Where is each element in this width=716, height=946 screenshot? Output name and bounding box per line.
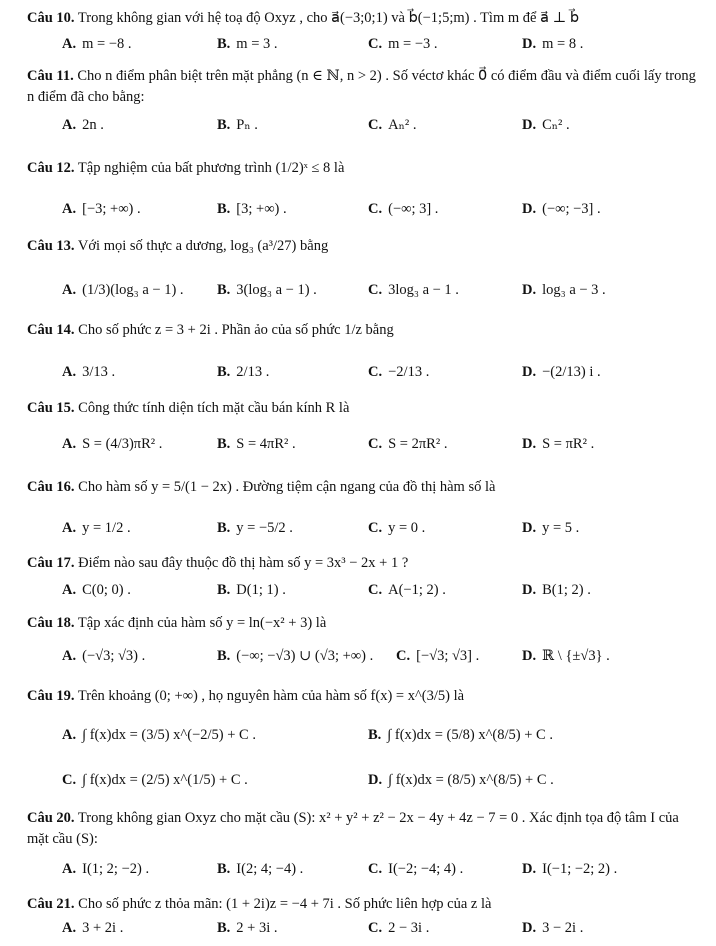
option-a[interactable]: A. 3 + 2i .: [62, 920, 124, 936]
option-c[interactable]: C. I(−2; −4; 4) .: [368, 861, 464, 877]
options-19a: [0, 727, 716, 749]
question-number: Câu 19.: [27, 688, 75, 704]
question-stem: Công thức tính diện tích mặt cầu bán kính R là: [78, 400, 350, 416]
question-20: [27, 808, 702, 850]
option-a[interactable]: A. I(1; 2; −2) .: [62, 861, 150, 877]
option-b[interactable]: B. ∫ f(x)dx = (5/8) x^(8/5) + C .: [368, 727, 553, 743]
option-b[interactable]: B. 3(log₃ a − 1) .: [217, 282, 317, 298]
option-b[interactable]: B. 2 + 3i .: [217, 920, 278, 936]
option-b[interactable]: B. S = 4πR² .: [217, 436, 296, 452]
option-d[interactable]: D. y = 5 .: [522, 520, 580, 536]
question-stem: Cho hàm số y = 5/(1 − 2x) . Đường tiệm cận ngang của đồ thị hàm số là: [78, 479, 496, 495]
option-a[interactable]: A. C(0; 0) .: [62, 582, 131, 598]
question-number: Câu 12.: [27, 160, 75, 176]
option-d[interactable]: D. log₃ a − 3 .: [522, 282, 606, 298]
question-15: [27, 398, 702, 419]
question-13: [27, 236, 702, 257]
question-number: Câu 10.: [27, 10, 75, 26]
question-21: [27, 894, 702, 915]
question-stem: Cho số phức z = 3 + 2i . Phần ảo của số phức 1/z bằng: [78, 322, 394, 338]
question-stem: Trên khoảng (0; +∞) , họ nguyên hàm của hàm số f(x) = x^(3/5) là: [77, 688, 465, 704]
options-11: [0, 117, 716, 139]
option-c[interactable]: C. S = 2πR² .: [368, 436, 448, 452]
options-13: [0, 282, 716, 304]
option-a[interactable]: A. ∫ f(x)dx = (3/5) x^(−2/5) + C .: [62, 727, 256, 743]
question-stem: Tập nghiệm của bất phương trình (1/2)ˣ ≤ 8 là: [77, 160, 345, 176]
options-14: [0, 364, 716, 386]
question-18: [27, 613, 702, 634]
question-number: Câu 20.: [27, 810, 75, 826]
option-d[interactable]: D. −(2/13) i .: [522, 364, 601, 380]
question-number: Câu 13.: [27, 238, 75, 254]
option-c[interactable]: C. ∫ f(x)dx = (2/5) x^(1/5) + C .: [62, 772, 248, 788]
option-d[interactable]: D. S = πR² .: [522, 436, 595, 452]
question-stem: Cho số phức z thỏa mãn: (1 + 2i)z = −4 + 7i . Số phức liên hợp của z là: [78, 896, 492, 912]
question-number: Câu 21.: [27, 896, 75, 912]
option-a[interactable]: A. 3/13 .: [62, 364, 116, 380]
option-a[interactable]: A. 2n .: [62, 117, 104, 133]
option-d[interactable]: D. 3 − 2i .: [522, 920, 584, 936]
question-11: [27, 66, 702, 108]
question-number: Câu 17.: [27, 555, 75, 571]
option-b[interactable]: B. (−∞; −√3) ∪ (√3; +∞) .: [217, 648, 374, 664]
option-b[interactable]: B. y = −5/2 .: [217, 520, 293, 536]
option-a[interactable]: A. (−√3; √3) .: [62, 648, 146, 664]
question-number: Câu 16.: [27, 479, 75, 495]
option-d[interactable]: D. ∫ f(x)dx = (8/5) x^(8/5) + C .: [368, 772, 554, 788]
question-number: Câu 14.: [27, 322, 75, 338]
option-d[interactable]: D. m = 8 .: [522, 36, 584, 52]
question-19: [27, 686, 702, 707]
option-a[interactable]: A. m = −8 .: [62, 36, 132, 52]
option-c[interactable]: C. 2 − 3i .: [368, 920, 430, 936]
question-stem: Điểm nào sau đây thuộc đồ thị hàm số y = 3x³ − 2x + 1 ?: [78, 555, 409, 571]
options-10: [0, 36, 716, 58]
option-a[interactable]: A. [−3; +∞) .: [62, 201, 141, 217]
question-number: Câu 15.: [27, 400, 75, 416]
option-c[interactable]: C. −2/13 .: [368, 364, 430, 380]
option-c[interactable]: C. Aₙ² .: [368, 117, 417, 133]
option-d[interactable]: D. B(1; 2) .: [522, 582, 591, 598]
option-b[interactable]: B. 2/13 .: [217, 364, 270, 380]
option-c[interactable]: C. y = 0 .: [368, 520, 426, 536]
option-c[interactable]: C. m = −3 .: [368, 36, 438, 52]
option-c[interactable]: C. 3log₃ a − 1 .: [368, 282, 459, 298]
option-d[interactable]: D. Cₙ² .: [522, 117, 570, 133]
option-a[interactable]: A. y = 1/2 .: [62, 520, 131, 536]
options-20: [0, 861, 716, 883]
options-21: [0, 920, 716, 942]
option-b[interactable]: B. Pₙ .: [217, 117, 258, 133]
question-stem: Trong không gian Oxyz cho mặt cầu (S): x² + y² + z² − 2x − 4y + 4z − 7 = 0 . Xác định tọa độ tâm I của mặt cầu (S):: [27, 810, 679, 847]
question-17: [27, 553, 702, 574]
options-16: [0, 520, 716, 542]
option-c[interactable]: C. [−√3; √3] .: [396, 648, 480, 664]
option-c[interactable]: C. (−∞; 3] .: [368, 201, 439, 217]
options-17: [0, 582, 716, 604]
question-stem: Tập xác định của hàm số y = ln(−x² + 3) là: [77, 615, 327, 631]
option-b[interactable]: B. D(1; 1) .: [217, 582, 286, 598]
question-stem: Với mọi số thực a dương, log₃ (a³/27) bằng: [77, 238, 329, 254]
question-10: [27, 8, 702, 29]
question-number: Câu 11.: [27, 68, 74, 84]
options-19b: [0, 772, 716, 794]
question-12: [27, 158, 702, 179]
options-18: [0, 648, 716, 670]
option-b[interactable]: B. [3; +∞) .: [217, 201, 287, 217]
option-a[interactable]: A. S = (4/3)πR² .: [62, 436, 163, 452]
option-b[interactable]: B. I(2; 4; −4) .: [217, 861, 304, 877]
option-a[interactable]: A. (1/3)(log₃ a − 1) .: [62, 282, 184, 298]
option-d[interactable]: D. ℝ \ {±√3} .: [522, 648, 610, 664]
question-16: [27, 477, 702, 498]
question-stem: Cho n điểm phân biệt trên mặt phẳng (n ∈ ℕ, n > 2) . Số véctơ khác 0⃗ có điểm đầu và điểm cuối lấy trong n điểm đã cho bằng:: [27, 68, 696, 105]
options-12: [0, 201, 716, 223]
option-c[interactable]: C. A(−1; 2) .: [368, 582, 446, 598]
question-14: [27, 320, 702, 341]
options-15: [0, 436, 716, 458]
option-b[interactable]: B. m = 3 .: [217, 36, 278, 52]
option-d[interactable]: D. I(−1; −2; 2) .: [522, 861, 618, 877]
option-d[interactable]: D. (−∞; −3] .: [522, 201, 601, 217]
question-stem: Trong không gian với hệ toạ độ Oxyz , cho a⃗(−3;0;1) và b⃗(−1;5;m) . Tìm m để a⃗ ⊥ b⃗: [77, 10, 580, 26]
question-number: Câu 18.: [27, 615, 75, 631]
